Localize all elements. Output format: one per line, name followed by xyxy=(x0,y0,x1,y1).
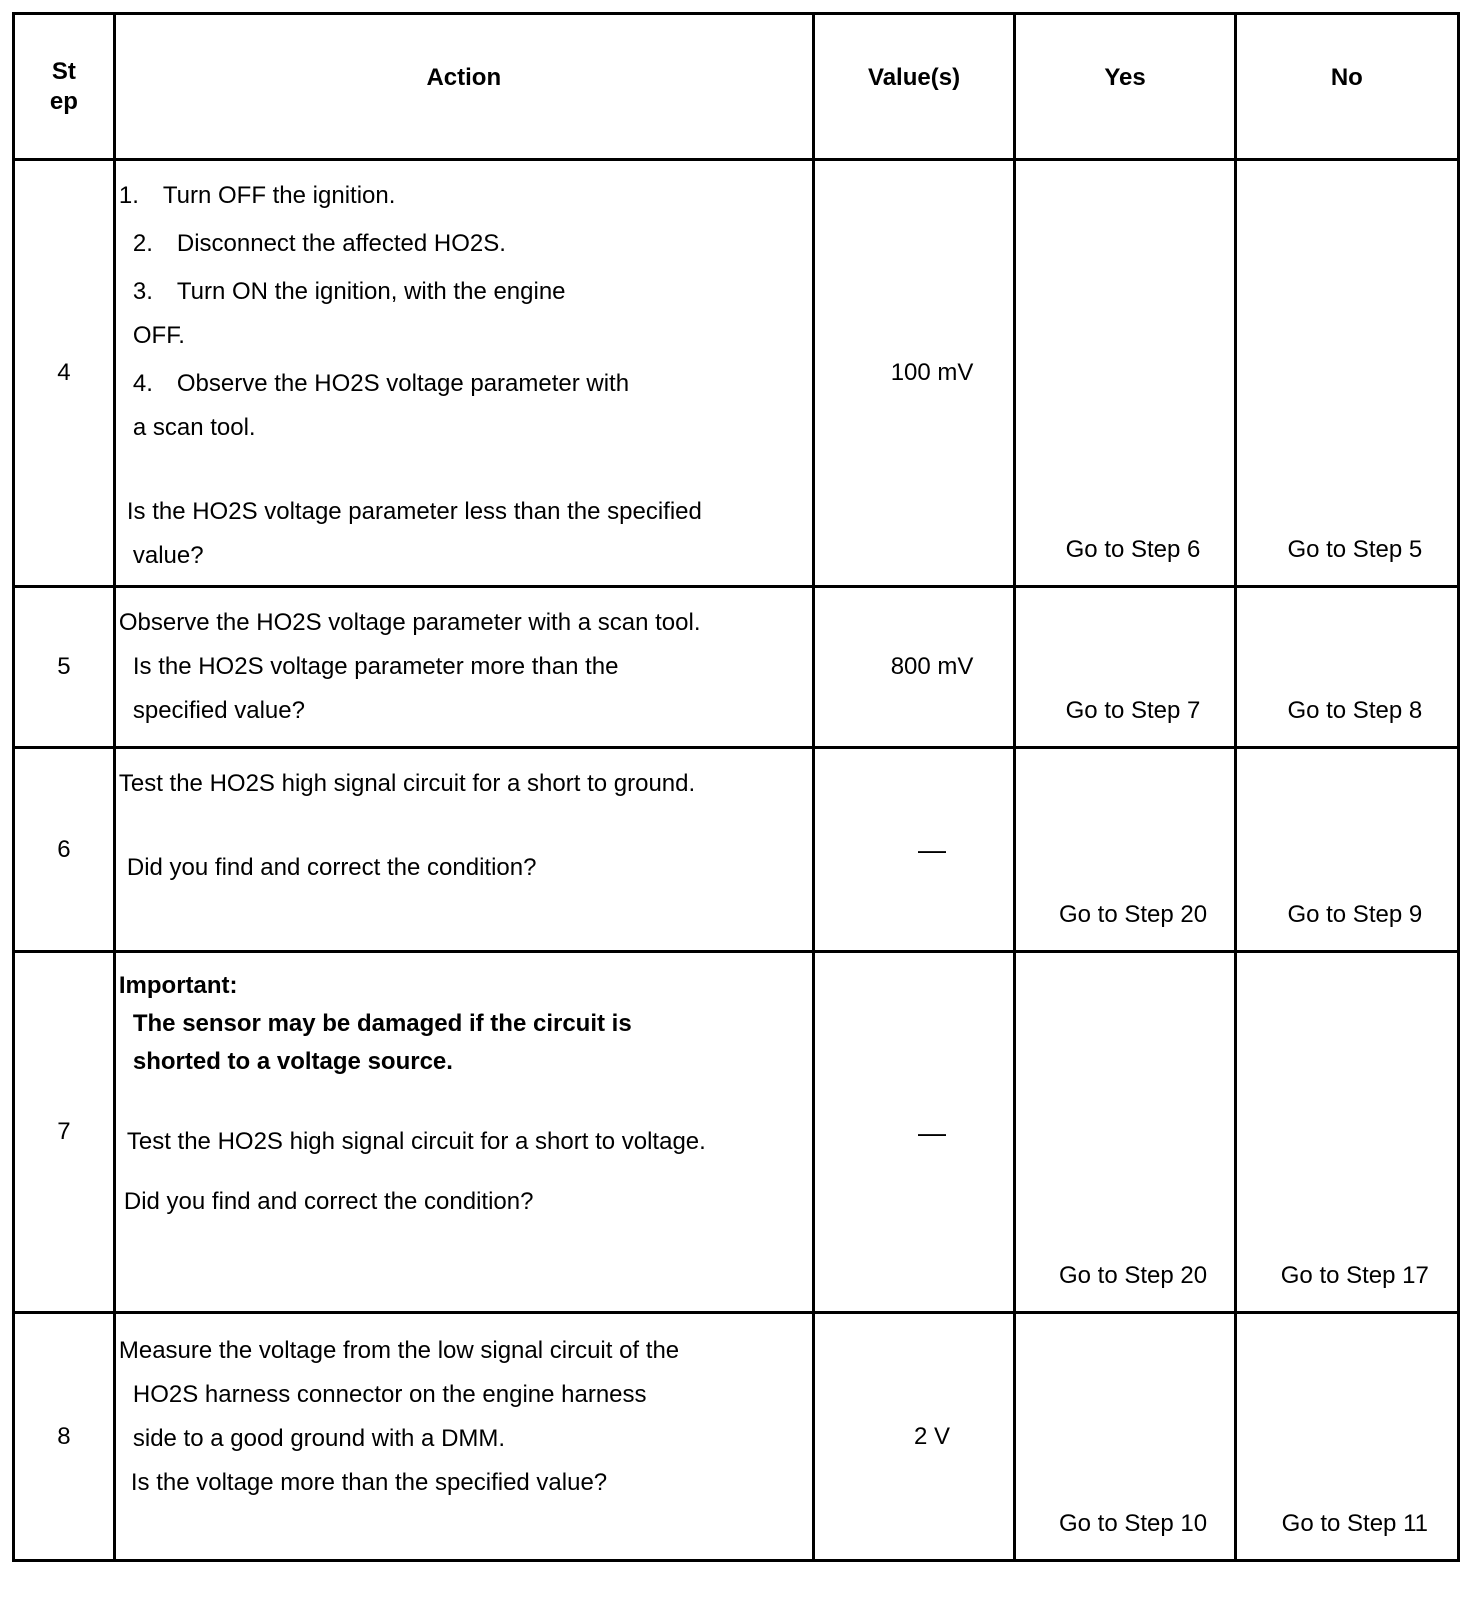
header-yes-label: Yes xyxy=(1104,63,1146,91)
table-row xyxy=(14,587,1459,748)
value-cell xyxy=(813,160,1015,587)
header-no xyxy=(1235,14,1458,160)
value-cell xyxy=(813,1313,1015,1561)
action-cell xyxy=(114,160,813,587)
action-cell xyxy=(114,587,813,748)
yes-link: Go to Step 10 xyxy=(1058,1510,1208,1537)
list-text: Observe the HO2S voltage parameter with xyxy=(176,370,630,397)
header-step xyxy=(14,14,115,160)
list-item xyxy=(119,277,804,307)
list-item-continuation: a scan tool. xyxy=(132,414,256,441)
no-cell xyxy=(1235,160,1458,587)
header-action xyxy=(114,14,813,160)
header-values-label: Value(s) xyxy=(868,63,961,91)
value-text: 100 mV xyxy=(890,359,974,386)
action-text: Observe the HO2S voltage parameter with a scan tool. xyxy=(118,609,701,636)
action-text: Is the HO2S voltage parameter more than the xyxy=(132,653,619,680)
value-dash: — xyxy=(918,1116,947,1148)
step-number: 7 xyxy=(14,952,115,1313)
yes-cell xyxy=(1015,160,1235,587)
no-cell xyxy=(1235,587,1458,748)
value-text: 800 mV xyxy=(890,653,974,680)
question-text: Is the HO2S voltage parameter less than the specified xyxy=(126,498,702,525)
list-number: 2. xyxy=(132,230,153,257)
yes-link: Go to Step 7 xyxy=(1065,697,1201,724)
value-dash: — xyxy=(918,834,947,865)
list-item xyxy=(119,229,804,259)
action-text: Measure the voltage from the low signal circuit of the xyxy=(118,1337,680,1364)
action-text: Did you find and correct the condition? xyxy=(123,1188,534,1215)
header-values xyxy=(813,14,1015,160)
action-text: Did you find and correct the condition? xyxy=(126,854,537,881)
header-yes xyxy=(1015,14,1235,160)
yes-cell xyxy=(1015,748,1235,952)
action-cell xyxy=(114,1313,813,1561)
diagnostic-table xyxy=(12,12,1460,1562)
header-no-label: No xyxy=(1330,63,1363,91)
value-cell xyxy=(813,587,1015,748)
no-cell xyxy=(1235,1313,1458,1561)
no-link: Go to Step 5 xyxy=(1287,536,1423,563)
yes-cell xyxy=(1015,1313,1235,1561)
action-text: HO2S harness connector on the engine harness xyxy=(132,1381,647,1408)
step-number: 4 xyxy=(14,160,115,587)
list-text: Disconnect the affected HO2S. xyxy=(176,230,506,257)
question-text: value? xyxy=(132,542,204,569)
step-number: 8 xyxy=(14,1313,115,1561)
step-number: 5 xyxy=(14,587,115,748)
table-row xyxy=(14,160,1459,587)
list-item-continuation: OFF. xyxy=(132,322,185,349)
list-text: Turn ON the ignition, with the engine xyxy=(176,278,566,305)
value-text: 2 V xyxy=(914,1422,951,1450)
list-item xyxy=(119,181,804,211)
action-text: Test the HO2S high signal circuit for a short to voltage. xyxy=(126,1128,706,1155)
yes-link: Go to Step 20 xyxy=(1058,1262,1208,1289)
no-cell xyxy=(1235,952,1458,1313)
no-link: Go to Step 11 xyxy=(1281,1510,1428,1537)
action-cell xyxy=(114,748,813,952)
list-text: Turn OFF the ignition. xyxy=(162,182,396,209)
no-link: Go to Step 8 xyxy=(1287,697,1423,724)
list-number: 4. xyxy=(132,370,153,397)
header-action-label: Action xyxy=(426,63,502,91)
action-text: Is the voltage more than the specified value? xyxy=(130,1469,608,1496)
important-label: Important: xyxy=(118,972,238,999)
yes-link: Go to Step 6 xyxy=(1065,536,1201,563)
list-number: 3. xyxy=(132,278,153,305)
important-text: The sensor may be damaged if the circuit is xyxy=(132,1010,632,1037)
table-row xyxy=(14,1313,1459,1561)
no-link: Go to Step 17 xyxy=(1280,1262,1429,1289)
header-step-label: St ep xyxy=(49,57,78,115)
header-row xyxy=(14,14,1459,160)
step-number: 6 xyxy=(14,748,115,952)
no-link: Go to Step 9 xyxy=(1287,901,1423,928)
table-row xyxy=(14,952,1459,1313)
yes-link: Go to Step 20 xyxy=(1058,901,1208,928)
value-cell xyxy=(813,952,1015,1313)
list-number: 1. xyxy=(118,182,139,209)
action-text: side to a good ground with a DMM. xyxy=(132,1425,506,1452)
list-item xyxy=(119,369,804,399)
table-row xyxy=(14,748,1459,952)
yes-cell xyxy=(1015,952,1235,1313)
action-text: Test the HO2S high signal circuit for a short to ground. xyxy=(118,770,696,797)
yes-cell xyxy=(1015,587,1235,748)
no-cell xyxy=(1235,748,1458,952)
action-text: specified value? xyxy=(132,697,305,724)
important-text: shorted to a voltage source. xyxy=(132,1048,453,1075)
action-cell xyxy=(114,952,813,1313)
value-cell xyxy=(813,748,1015,952)
